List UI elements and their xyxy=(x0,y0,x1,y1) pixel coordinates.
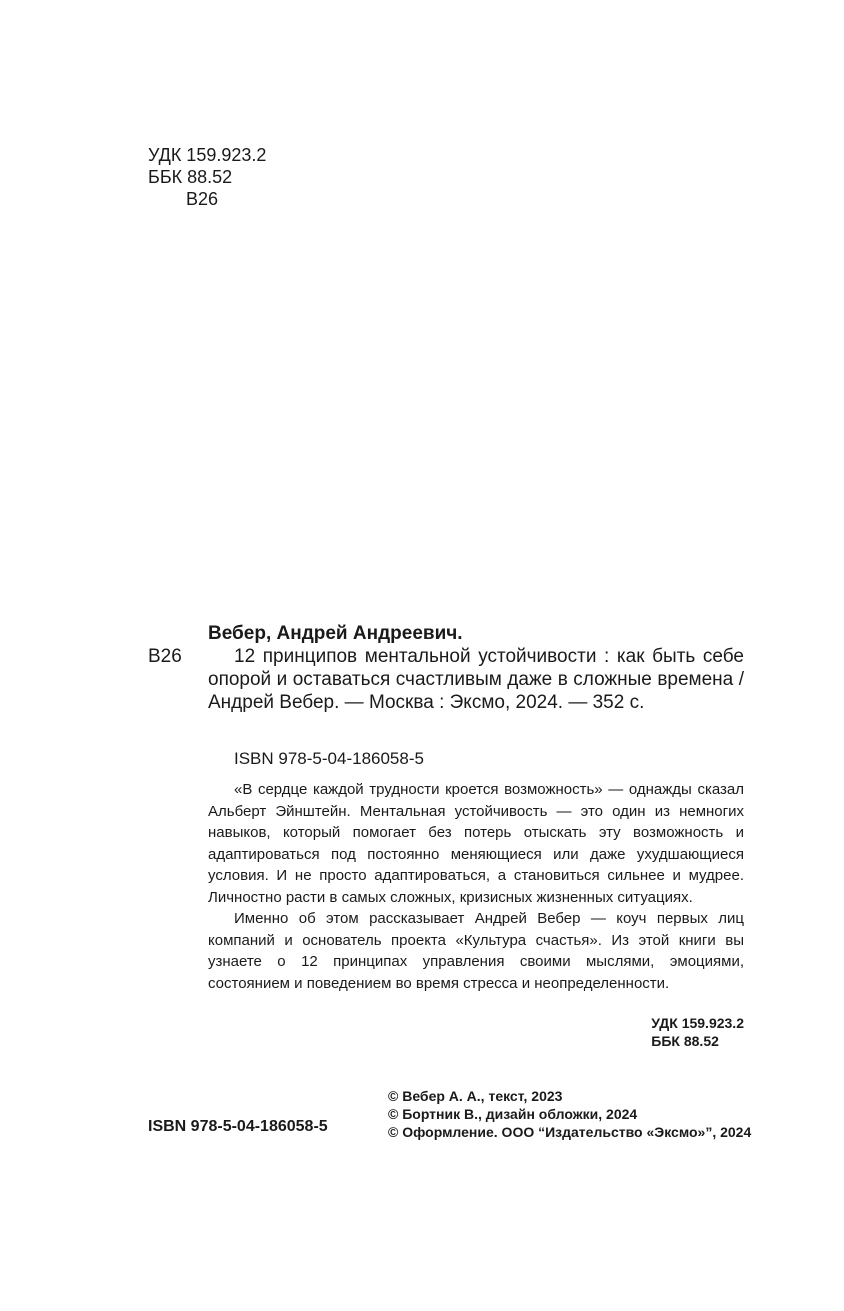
author-sign-left: В26 xyxy=(148,646,182,667)
copyright-line: © Вебер А. А., текст, 2023 xyxy=(388,1088,563,1104)
copyright-block xyxy=(388,1087,751,1141)
bibliographic-description xyxy=(208,645,744,714)
record-isbn: ISBN 978-5-04-186058-5 xyxy=(234,749,424,768)
udk-code: УДК 159.923.2 xyxy=(148,145,267,165)
bibliographic-text: 12 принципов ментальной устойчивости : как быть себе опорой и оставаться счастливым даже в сложные времена / Андрей Вебер. — Москва : Эксмо, 2024. — 352 с. xyxy=(208,646,744,713)
copyright-line: © Бортник В., дизайн обложки, 2024 xyxy=(388,1106,638,1122)
bottom-bbk-code: ББК 88.52 xyxy=(651,1033,719,1049)
annotation xyxy=(208,779,744,994)
bbk-code: ББК 88.52 xyxy=(148,167,233,187)
annotation-paragraph-1: «В сердце каждой трудности кроется возможность» — однажды сказал Альберт Эйнштейн. Ментальная устойчивость — это один из немногих навыков, который помогает без потерь отыскать эту возможность и адаптироваться под постоянно меняющиеся или даже ухудшающиеся условия. И не просто адаптироваться, а становиться сильнее и мудрее. Личностно расти в самых сложных, кризисных жизненных ситуациях. xyxy=(208,781,744,906)
copyright-line: © Оформление. ООО “Издательство «Эксмо»”, 2024 xyxy=(388,1124,752,1140)
bottom-classification-codes xyxy=(651,1014,744,1050)
isbn-bottom: ISBN 978-5-04-186058-5 xyxy=(148,1118,328,1135)
annotation-paragraph-2: Именно об этом рассказывает Андрей Вебер — коуч первых лиц компаний и основатель проекта «Культура счастья». Из этой книги вы узнаете о 12 принципах управления своими мыслями, эмоциями, состоянием и поведением во время стресса и неопределенности. xyxy=(208,910,744,992)
author-sign: В26 xyxy=(186,189,219,209)
top-classification-codes xyxy=(148,144,266,210)
author-heading: Вебер, Андрей Андреевич. xyxy=(208,623,463,644)
bottom-udk-code: УДК 159.923.2 xyxy=(651,1015,744,1031)
